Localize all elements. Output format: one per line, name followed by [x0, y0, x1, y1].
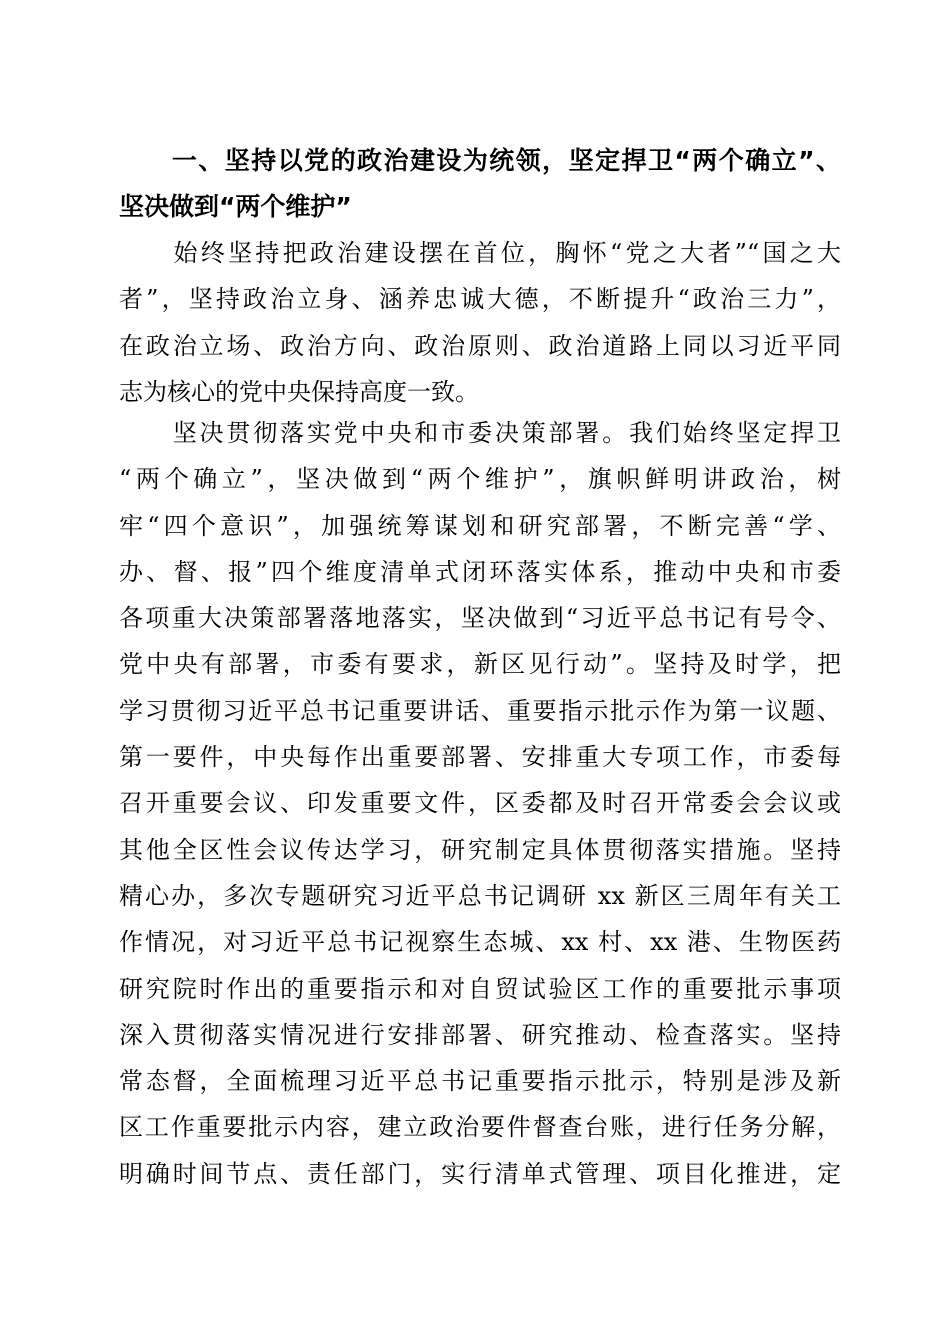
paragraph-line: 坚决贯彻落实党中央和市委决策部署。我们始终坚定捍卫 — [119, 419, 841, 447]
paragraph-political-building — [119, 230, 841, 415]
paragraph-line: 区工作重要批示内容，建立政治要件督查台账，进行任务分解， — [119, 1113, 841, 1142]
paragraph-line: 其他全区性会议传达学习，研究制定具体贯彻落实措施。坚持 — [119, 835, 841, 864]
paragraph-line: 办、督、报”四个维度清单式闭环落实体系，推动中央和市委 — [119, 557, 841, 586]
paragraph-line: “两个确立”，坚决做到“两个维护”，旗帜鲜明讲政治，树 — [119, 465, 841, 494]
paragraph-line: 牢“四个意识”，加强统筹谋划和研究部署，不断完善“学、 — [119, 511, 841, 540]
paragraph-line: 始终坚持把政治建设摆在首位，胸怀“党之大者”“国之大 — [119, 239, 841, 267]
paragraph-line: 各项重大决策部署落地落实，坚决做到“习近平总书记有号令、 — [119, 604, 841, 633]
paragraph-line: 明确时间节点、责任部门，实行清单式管理、项目化推进，定 — [119, 1159, 841, 1188]
paragraph-line: 深入贯彻落实情况进行安排部署、研究推动、检查落实。坚持 — [119, 1020, 841, 1049]
paragraph-line: 者”，坚持政治立身、涵养忠诚大德，不断提升“政治三力”， — [119, 285, 841, 314]
paragraph-line: 研究院时作出的重要指示和对自贸试验区工作的重要批示事项 — [119, 974, 841, 1003]
paragraph-line: 志为核心的党中央保持高度一致。 — [119, 377, 479, 406]
paragraph-implementation — [119, 410, 841, 1197]
heading-line: 一、坚持以党的政治建设为统领，坚定捍卫“两个确立”、 — [119, 146, 841, 175]
paragraph-line: 学习贯彻习近平总书记重要讲话、重要指示批示作为第一议题、 — [119, 696, 841, 725]
heading-line: 坚决做到“两个维护” — [119, 192, 352, 222]
paragraph-line: 常态督，全面梳理习近平总书记重要指示批示，特别是涉及新 — [119, 1067, 841, 1096]
paragraph-line: 精心办，多次专题研究习近平总书记调研 xx 新区三周年有关工 — [119, 881, 841, 910]
paragraph-line: 第一要件，中央每作出重要部署、安排重大专项工作，市委每 — [119, 743, 841, 772]
paragraph-line: 召开重要会议、印发重要文件，区委都及时召开常委会会议或 — [119, 789, 841, 818]
paragraph-line: 作情况，对习近平总书记视察生态城、xx 村、xx 港、生物医药 — [119, 928, 841, 957]
paragraph-line: 党中央有部署，市委有要求，新区见行动”。坚持及时学，把 — [119, 650, 841, 679]
paragraph-line: 在政治立场、政治方向、政治原则、政治道路上同以习近平同 — [119, 331, 841, 360]
section-heading — [119, 138, 841, 231]
